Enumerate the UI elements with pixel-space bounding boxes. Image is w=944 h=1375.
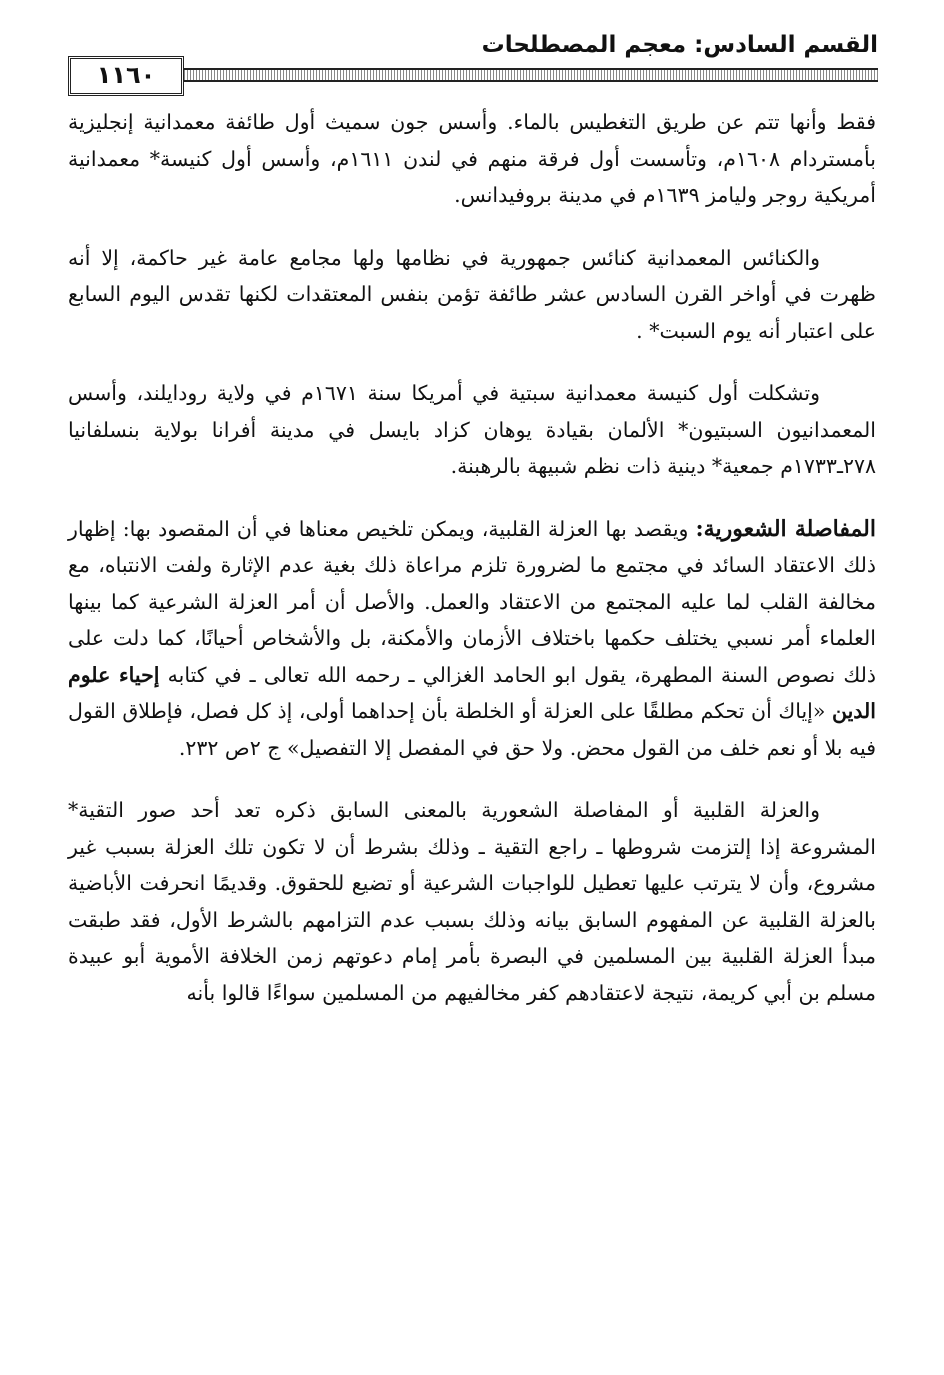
term-heading: المفاصلة الشعورية: [695, 515, 876, 542]
paragraph-seventh-day-baptists: وتشكلت أول كنيسة معمدانية سبتية في أمريكا سنة ١٦٧١م في ولاية رودايلند، وأسس المعمدانيون السبتيون* الألمان بقيادة يوهان كزاد بايسل في مدينة أفرانا بولاية بنسلفانيا ٢٧٨ـ١٧٣٣م جمعية* دينية ذات نظم شبيهة بالرهبنة. [68, 381, 876, 478]
header-rule [76, 68, 878, 82]
page-number: ١١٦٠ [68, 56, 184, 96]
paragraph-text-quote: «إياك أن تحكم مطلقًا على العزلة أو الخلطة بأن إحداهما أولى، إذ كل فصل، فإطلاق القول فيه بلا أو نعم خلف من القول محض. ولا حق في المفصل إلا التفصيل» ج ٢ص ٢٣٢. [68, 699, 876, 760]
paragraph-baptists-history: فقط وأنها تتم عن طريق التغطيس بالماء. وأسس جون سميث أول طائفة معمدانية إنجليزية بأمستردام ١٦٠٨م، وتأسست أول فرقة منهم في لندن ١٦١١م، وأسس أول كنيسة* معمدانية أمريكية روجر وليامز ١٦٣٩م في مدينة بروفيدانس. [68, 110, 876, 207]
paragraph-emotional-separation [68, 511, 876, 767]
page-body [68, 104, 876, 1037]
page-header [68, 28, 878, 88]
section-title: القسم السادس: معجم المصطلحات [481, 32, 878, 58]
book-title: إحياء علوم الدين [68, 662, 876, 723]
paragraph-heart-isolation: والعزلة القلبية أو المفاصلة الشعورية بالمعنى السابق ذكره تعد أحد صور التقية* المشروعة إذا إلتزمت شروطها ـ راجع التقية ـ وذلك بشرط أن لا تكون تلك العزلة بسبب غير مشروع، وأن لا يترتب عليها تعطيل للواجبات الشرعية أو تضيع للحقوق. وقديمًا انحرفت الأباضية بالعزلة القلبية عن المفهوم السابق بيانه وذلك بسبب عدم التزامهم بالشرط الأول، فقد طبقت مبدأ العزلة القلبية بين المسلمين في البصرة بأمر إمام دعوتهم زمن الخلافة الأموية أبو عبيدة مسلم بن أبي كريمة، نتيجة لاعتقادهم كفر مخالفيهم من المسلمين سواءًا قالوا بأنه [68, 798, 876, 1005]
paragraph-text: ويقصد بها العزلة القلبية، ويمكن تلخيص معناها في أن المقصود بها: إظهار ذلك الاعتقاد السائد في مجتمع ما لضرورة تلزم مراعاة ذلك بغية عدم الإثارة ولفت الانتباه، مع مخالفة القلب لما عليه المجتمع من الاعتقاد والعمل. والأصل أن أمر العزلة الشرعية كما بينها العلماء أمر نسبي يختلف حكمها باختلاف الأزمان والأمكنة، بل والأشخاص أحيانًا، كما دلت على ذلك نصوص السنة المطهرة، يقول ابو الحامد الغزالي ـ رحمه الله تعالى ـ في كتابه [68, 516, 876, 687]
paragraph-baptist-churches: والكنائس المعمدانية كنائس جمهورية في نظامها ولها مجامع عامة غير حاكمة، إلا أنه ظهرت في أواخر القرن السادس عشر طائفة تؤمن بنفس المعتقدات لكنها تقدس اليوم السابع على اعتبار أنه يوم السبت* . [68, 245, 876, 343]
